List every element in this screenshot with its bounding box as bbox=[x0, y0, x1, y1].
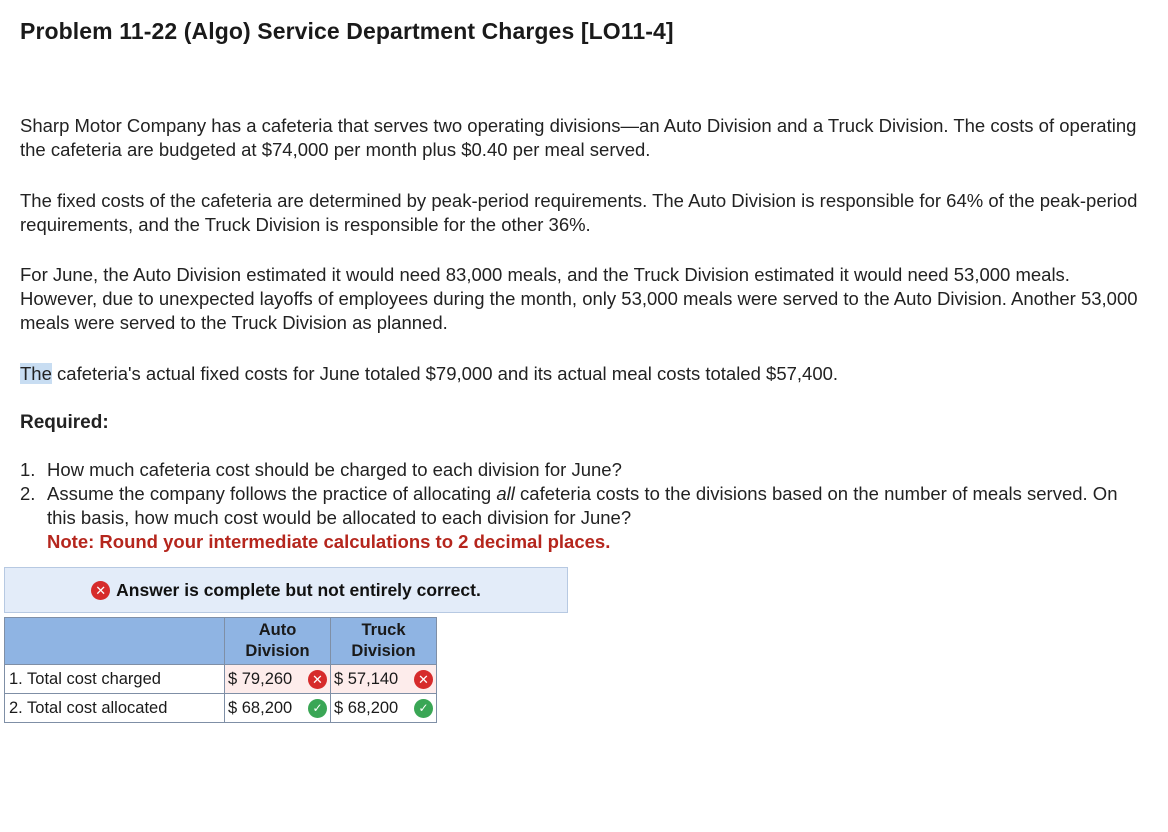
incorrect-x-icon: ✕ bbox=[308, 670, 327, 689]
question-2-emphasis: all bbox=[496, 483, 515, 504]
question-list bbox=[20, 458, 1140, 554]
question-2 bbox=[20, 482, 1140, 554]
required-label: Required: bbox=[20, 412, 109, 433]
incorrect-x-icon: ✕ bbox=[414, 670, 433, 689]
correct-check-icon: ✓ bbox=[308, 699, 327, 718]
question-1-text: How much cafeteria cost should be charged to each division for June? bbox=[47, 459, 622, 480]
x-circle-icon: ✕ bbox=[91, 581, 110, 600]
question-2-text-after: cafeteria costs to the divisions based on the number of meals served. On this basis, how much cost would be allocated to each division for June? bbox=[47, 483, 1118, 528]
table-row-total-cost-charged bbox=[5, 665, 437, 694]
header-blank-cell bbox=[5, 618, 225, 665]
feedback-banner bbox=[4, 567, 568, 613]
problem-title: Problem 11-22 (Algo) Service Department Charges [LO11-4] bbox=[20, 18, 674, 44]
truck-total-cost-charged-value: $ 57,140 bbox=[334, 669, 399, 688]
question-1 bbox=[20, 458, 1140, 482]
truck-total-cost-allocated-value: $ 68,200 bbox=[334, 698, 399, 717]
paragraph-fixed-costs: The fixed costs of the cafeteria are determined by peak-period requirements. The Auto Division is responsible for 64% of the peak-period requirements, and the Truck Division is responsible for the other 36%. bbox=[20, 190, 1138, 235]
problem-page bbox=[20, 18, 1148, 552]
header-truck-division bbox=[331, 618, 437, 665]
answer-table bbox=[4, 617, 437, 723]
paragraph-june-meals: For June, the Auto Division estimated it would need 83,000 meals, and the Truck Division estimated it would need 53,000 meals. However, due to unexpected layoffs of employees during the month, only 53,000 meals were served to the Auto Division. Another 53,000 meals were served to the Truck Division as planned. bbox=[20, 264, 1138, 333]
question-1-number: 1. bbox=[20, 459, 36, 480]
auto-total-cost-charged-value: $ 79,260 bbox=[228, 669, 293, 688]
header-auto-line2: Division bbox=[245, 642, 310, 660]
header-truck-line1: Truck bbox=[361, 621, 406, 639]
paragraph-actual-costs bbox=[20, 362, 1148, 386]
highlighted-text: The bbox=[20, 363, 52, 384]
table-header-row bbox=[5, 618, 437, 665]
paragraph-intro: Sharp Motor Company has a cafeteria that serves two operating divisions—an Auto Division and a Truck Division. The costs of operating the cafeteria are budgeted at $74,000 per month plus $0.40 per meal served. bbox=[20, 115, 1137, 160]
rounding-note: Note: Round your intermediate calculations to 2 decimal places. bbox=[47, 531, 611, 552]
truck-total-cost-allocated-cell[interactable] bbox=[331, 694, 437, 723]
auto-total-cost-charged-cell[interactable] bbox=[225, 665, 331, 694]
correct-check-icon: ✓ bbox=[414, 699, 433, 718]
question-2-text-before: Assume the company follows the practice of allocating bbox=[47, 483, 497, 504]
row-label: 1. Total cost charged bbox=[5, 665, 225, 694]
question-2-number: 2. bbox=[20, 483, 36, 504]
paragraph-actual-costs-rest: cafeteria's actual fixed costs for June totaled $79,000 and its actual meal costs totaled $57,400. bbox=[51, 363, 839, 384]
table-row-total-cost-allocated bbox=[5, 694, 437, 723]
truck-total-cost-charged-cell[interactable] bbox=[331, 665, 437, 694]
feedback-text: Answer is complete but not entirely correct. bbox=[116, 579, 481, 600]
header-truck-line2: Division bbox=[351, 642, 416, 660]
row-label: 2. Total cost allocated bbox=[5, 694, 225, 723]
header-auto-line1: Auto bbox=[258, 621, 297, 639]
header-auto-division bbox=[225, 618, 331, 665]
auto-total-cost-allocated-cell[interactable] bbox=[225, 694, 331, 723]
auto-total-cost-allocated-value: $ 68,200 bbox=[228, 698, 293, 717]
